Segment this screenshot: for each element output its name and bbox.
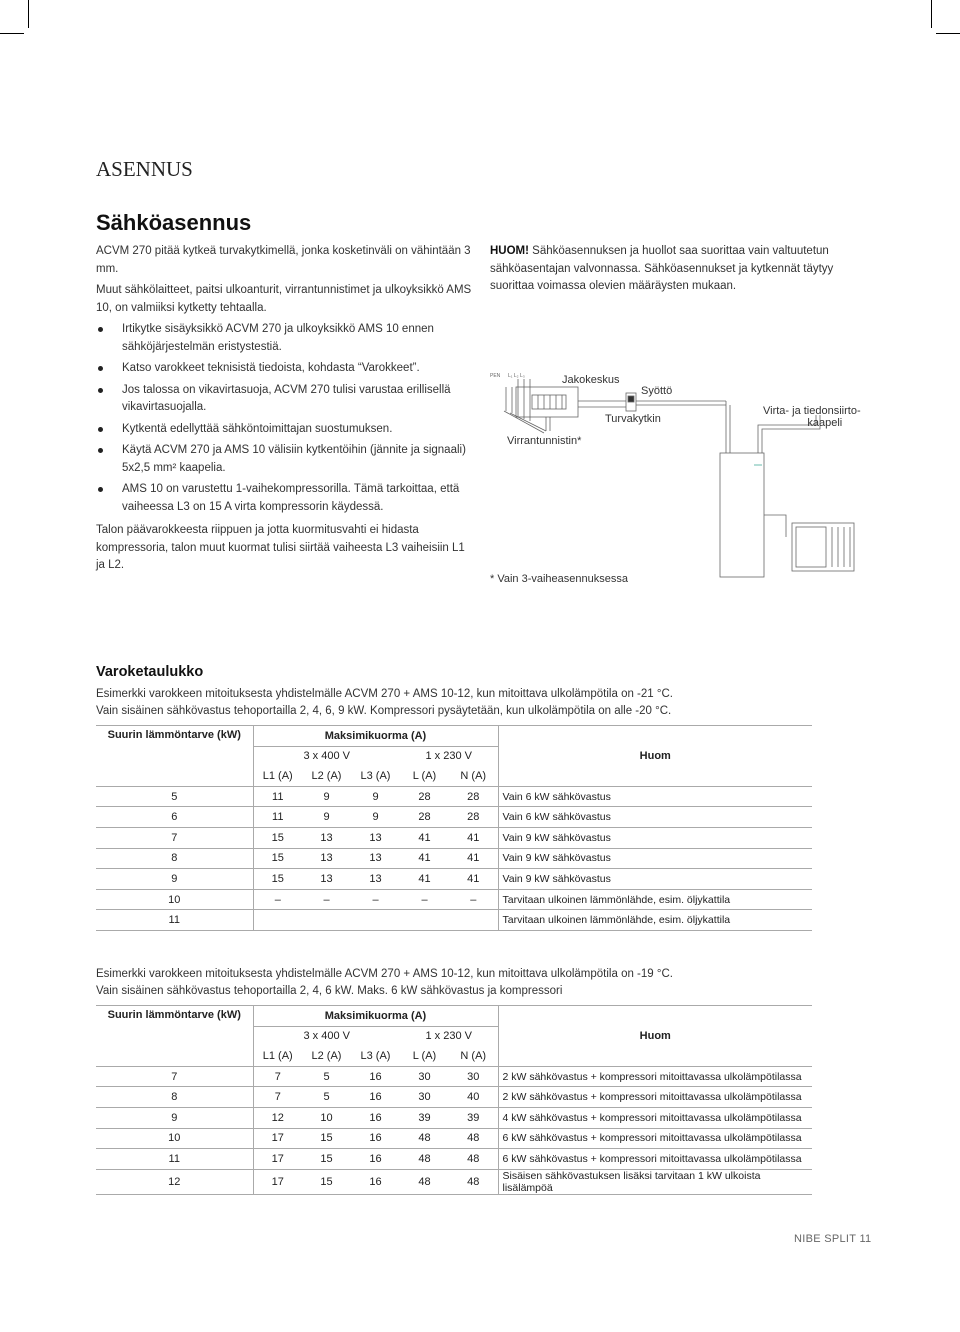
table-cell: – xyxy=(400,889,449,910)
table-cell: 30 xyxy=(400,1087,449,1108)
table-row xyxy=(96,1128,812,1149)
table-cell: 11 xyxy=(96,910,253,931)
instruction-list xyxy=(96,321,476,516)
table-cell: 48 xyxy=(400,1149,449,1170)
table-cell: 28 xyxy=(400,807,449,828)
table-cell: 41 xyxy=(400,848,449,869)
table-cell: 10 xyxy=(302,1107,351,1128)
note-cell: Vain 6 kW sähkövastus xyxy=(498,786,812,807)
table-cell: – xyxy=(449,889,498,910)
table-cell: 41 xyxy=(449,827,498,848)
list-item: Katso varokkeet teknisistä tiedoista, kohdasta “Varokkeet”. xyxy=(96,360,476,378)
table-cell: 16 xyxy=(351,1066,400,1087)
note-cell: Tarvitaan ulkoinen lämmönlähde, esim. öljykattila xyxy=(498,889,812,910)
note-cell: Vain 9 kW sähkövastus xyxy=(498,827,812,848)
outro-paragraph: Talon päävarokkeesta riippuen ja jotta kuormitusvahti ei hidasta kompressoria, talon muut kuormat tulisi siirtää vaiheesta L3 vaiheisiin L1 ja L2. xyxy=(96,524,465,571)
table-cell: – xyxy=(351,889,400,910)
table-cell: 11 xyxy=(96,1149,253,1170)
note-cell: Sisäisen sähkövastuksen lisäksi tarvitaan 1 kW ulkoista lisälämpöä xyxy=(498,1169,812,1194)
table-cell: 15 xyxy=(302,1128,351,1149)
crop-mark xyxy=(0,33,24,34)
table-cell: 13 xyxy=(351,827,400,848)
table-cell: 11 xyxy=(253,807,302,828)
table-row xyxy=(96,827,812,848)
table-cell: 30 xyxy=(400,1066,449,1087)
phase-header: L3 (A) xyxy=(360,1049,391,1062)
table-cell: 5 xyxy=(96,786,253,807)
table-row xyxy=(96,848,812,869)
table-cell: 17 xyxy=(253,1149,302,1170)
table-row xyxy=(96,889,812,910)
table-cell: 15 xyxy=(302,1149,351,1170)
sub-header-3x: 3 x 400 V xyxy=(253,1026,400,1046)
table-row xyxy=(96,1149,812,1170)
sub-header-1x: 1 x 230 V xyxy=(425,750,472,763)
terminal-pen-label: PEN xyxy=(490,373,501,379)
table-cell: 48 xyxy=(449,1149,498,1170)
table-cell: 28 xyxy=(449,786,498,807)
table-cell: 17 xyxy=(253,1128,302,1149)
label-virrantunnistin: Virrantunnistin* xyxy=(507,435,582,447)
table-row xyxy=(96,786,812,807)
note-cell: 2 kW sähkövastus + kompressori mitoittavassa ulkolämpötilassa xyxy=(498,1066,812,1087)
col-header-max: Maksimikuorma (A) xyxy=(253,1006,498,1027)
table-cell: 9 xyxy=(302,807,351,828)
table-cell: 5 xyxy=(302,1066,351,1087)
table-cell: 16 xyxy=(351,1107,400,1128)
table-cell: – xyxy=(253,889,302,910)
table-cell: 13 xyxy=(302,869,351,890)
table-cell: 6 xyxy=(96,807,253,828)
list-item: Jos talossa on vikavirtasuoja, ACVM 270 tulisi varustaa erillisellä vikavirtasuojalla. xyxy=(96,382,476,417)
table1-desc-line: Esimerkki varokkeen mitoituksesta yhdistelmälle ACVM 270 + AMS 10-12, kun mitoittava ulkolämpötila on -21 °C. xyxy=(96,688,673,700)
note-cell: 6 kW sähkövastus + kompressori mitoittavassa ulkolämpötilassa xyxy=(498,1128,812,1149)
table-cell: 15 xyxy=(302,1169,351,1194)
table2-description xyxy=(96,966,816,999)
table-cell xyxy=(302,910,351,931)
huom-label: HUOM! xyxy=(490,245,529,257)
table-cell xyxy=(253,910,302,931)
left-column xyxy=(96,243,476,579)
list-item: Irtikytke sisäyksikkö ACVM 270 ja ulkoyksikkö AMS 10 ennen sähköjärjestelmän eristystestiä. xyxy=(96,321,476,356)
table-cell: 16 xyxy=(351,1169,400,1194)
phase-header: L (A) xyxy=(412,769,437,782)
crop-mark xyxy=(28,0,29,28)
table-cell: 48 xyxy=(449,1169,498,1194)
phase-header: L1 (A) xyxy=(253,1046,302,1066)
col-header-need: Suurin lämmöntarve (kW) xyxy=(107,1009,241,1021)
phase-header: L (A) xyxy=(412,1049,437,1062)
indoor-unit xyxy=(720,453,764,577)
wiring-diagram xyxy=(486,365,876,585)
phase-header: N (A) xyxy=(460,1049,487,1062)
sub-header-1x: 1 x 230 V xyxy=(425,1030,472,1043)
table2-body xyxy=(96,1066,812,1194)
note-cell: Vain 9 kW sähkövastus xyxy=(498,848,812,869)
table-cell: 48 xyxy=(400,1128,449,1149)
table-cell: 16 xyxy=(351,1087,400,1108)
section-title: ASENNUS xyxy=(96,157,193,181)
table-cell: 8 xyxy=(96,1087,253,1108)
table-cell: 9 xyxy=(351,807,400,828)
table-cell: 9 xyxy=(96,869,253,890)
table-cell: – xyxy=(302,889,351,910)
table-cell: 39 xyxy=(449,1107,498,1128)
table-cell: 13 xyxy=(302,848,351,869)
table-row xyxy=(96,869,812,890)
table-cell: 48 xyxy=(400,1169,449,1194)
fuse-table-1 xyxy=(96,725,812,931)
label-kaapeli-line: Virta- ja tiedonsiirto- xyxy=(763,405,861,417)
crop-mark xyxy=(931,0,932,28)
table-cell: 41 xyxy=(400,827,449,848)
table-cell: 10 xyxy=(96,1128,253,1149)
intro-paragraph: Muut sähkölaitteet, paitsi ulkoanturit, virrantunnistimet ja ulkoyksikkö AMS 10, on valmiiksi kytketty tehtaalla. xyxy=(96,284,472,314)
table-cell xyxy=(351,910,400,931)
label-kaapeli xyxy=(763,405,861,429)
table-row xyxy=(96,1169,812,1194)
label-turvakytkin: Turvakytkin xyxy=(605,413,661,425)
table-cell: 13 xyxy=(351,848,400,869)
phase-header: L2 (A) xyxy=(311,1049,342,1062)
label-jakokeskus: Jakokeskus xyxy=(562,374,620,386)
table2-desc-line: Vain sisäinen sähkövastus tehoportailla 2, 4, 6 kW. Maks. 6 kW sähkövastus ja kompressori xyxy=(96,984,563,997)
distribution-board xyxy=(516,387,578,417)
table-row xyxy=(96,1087,812,1108)
table-cell: 8 xyxy=(96,848,253,869)
table-cell: 13 xyxy=(351,869,400,890)
table-cell: 40 xyxy=(449,1087,498,1108)
table-heading: Varoketaulukko xyxy=(96,664,204,680)
table-cell: 7 xyxy=(253,1066,302,1087)
phase-header: L3 (A) xyxy=(360,769,391,782)
crop-mark xyxy=(936,33,960,34)
table-cell: 12 xyxy=(96,1169,253,1194)
phase-header: L1 (A) xyxy=(253,766,302,786)
note-cell: Vain 9 kW sähkövastus xyxy=(498,869,812,890)
table-cell: 7 xyxy=(96,1066,253,1087)
table1-body xyxy=(96,786,812,930)
table-cell: 13 xyxy=(302,827,351,848)
table2-desc-line: Esimerkki varokkeen mitoituksesta yhdistelmälle ACVM 270 + AMS 10-12, kun mitoittava ulkolämpötila on -19 °C. xyxy=(96,968,673,980)
table-cell xyxy=(449,910,498,931)
table-row xyxy=(96,910,812,931)
table-cell: 48 xyxy=(449,1128,498,1149)
table-cell: 15 xyxy=(253,869,302,890)
table-cell: 7 xyxy=(96,827,253,848)
wiring-diagram-graphic xyxy=(486,365,876,585)
col-header-huom: Huom xyxy=(498,726,812,787)
note-cell: 4 kW sähkövastus + kompressori mitoittavassa ulkolämpötilassa xyxy=(498,1107,812,1128)
table-cell: 16 xyxy=(351,1149,400,1170)
terminal-phase-label: L₁ L₂ L₃ xyxy=(508,373,525,379)
table1-desc-line: Vain sisäinen sähkövastus tehoportailla 2, 4, 6, 9 kW. Kompressori pysäytetään, kun ulkolämpötila on alle -20 °C. xyxy=(96,704,672,717)
table-row xyxy=(96,1066,812,1087)
fuse-table-2 xyxy=(96,1005,812,1195)
list-item: Kytkentä edellyttää sähköntoimittajan suostumuksen. xyxy=(96,421,476,439)
label-kaapeli-line: kaapeli xyxy=(807,417,843,429)
list-item: AMS 10 on varustettu 1-vaihekompressorilla. Tämä tarkoittaa, että vaiheessa L3 on 15 A virta kompressorin käydessä. xyxy=(96,481,476,516)
col-header-max: Maksimikuorma (A) xyxy=(253,726,498,747)
table-cell xyxy=(400,910,449,931)
table-cell: 10 xyxy=(96,889,253,910)
table-cell: 16 xyxy=(351,1128,400,1149)
intro-paragraph: ACVM 270 pitää kytkeä turvakytkimellä, jonka kosketinväli on vähintään 3 mm. xyxy=(96,245,471,275)
note-cell: Vain 6 kW sähkövastus xyxy=(498,807,812,828)
note-cell: 6 kW sähkövastus + kompressori mitoittavassa ulkolämpötilassa xyxy=(498,1149,812,1170)
huom-note xyxy=(490,243,870,296)
table-cell: 41 xyxy=(449,848,498,869)
phase-header: L2 (A) xyxy=(311,769,342,782)
table-cell: 9 xyxy=(351,786,400,807)
table-cell: 9 xyxy=(96,1107,253,1128)
table-row xyxy=(96,1107,812,1128)
table-cell: 7 xyxy=(253,1087,302,1108)
table-cell: 39 xyxy=(400,1107,449,1128)
phase-header: N (A) xyxy=(460,769,487,782)
col-header-huom: Huom xyxy=(498,1006,812,1067)
page-heading: Sähköasennus xyxy=(96,210,252,235)
table-cell: 15 xyxy=(253,827,302,848)
table1-description xyxy=(96,686,816,719)
huom-text: Sähköasennuksen ja huollot saa suorittaa vain valtuutetun sähköasentajan valvonnassa. Sähköasennukset ja kytkennät täytyy suorittaa voimassa olevien määräysten mukaan. xyxy=(490,245,834,292)
page-footer: NIBE SPLIT 11 xyxy=(794,1233,872,1245)
table-cell: 5 xyxy=(302,1087,351,1108)
table-row xyxy=(96,807,812,828)
table-cell: 15 xyxy=(253,848,302,869)
note-cell: Tarvitaan ulkoinen lämmönlähde, esim. öljykattila xyxy=(498,910,812,931)
note-cell: 2 kW sähkövastus + kompressori mitoittavassa ulkolämpötilassa xyxy=(498,1087,812,1108)
table-cell: 41 xyxy=(449,869,498,890)
table-cell: 41 xyxy=(400,869,449,890)
col-header-need: Suurin lämmöntarve (kW) xyxy=(107,729,241,741)
table-cell: 12 xyxy=(253,1107,302,1128)
table-cell: 17 xyxy=(253,1169,302,1194)
table-cell: 30 xyxy=(449,1066,498,1087)
sub-header-3x: 3 x 400 V xyxy=(253,746,400,766)
table-cell: 11 xyxy=(253,786,302,807)
outdoor-unit xyxy=(792,523,854,571)
table-cell: 28 xyxy=(449,807,498,828)
list-item: Käytä ACVM 270 ja AMS 10 välisiin kytkentöihin (jännite ja signaali) 5x2,5 mm² kaapelia. xyxy=(96,442,476,477)
diagram-footnote: * Vain 3-vaiheasennuksessa xyxy=(490,573,628,585)
label-syotto: Syöttö xyxy=(641,385,673,397)
table-cell: 9 xyxy=(302,786,351,807)
table-cell: 28 xyxy=(400,786,449,807)
